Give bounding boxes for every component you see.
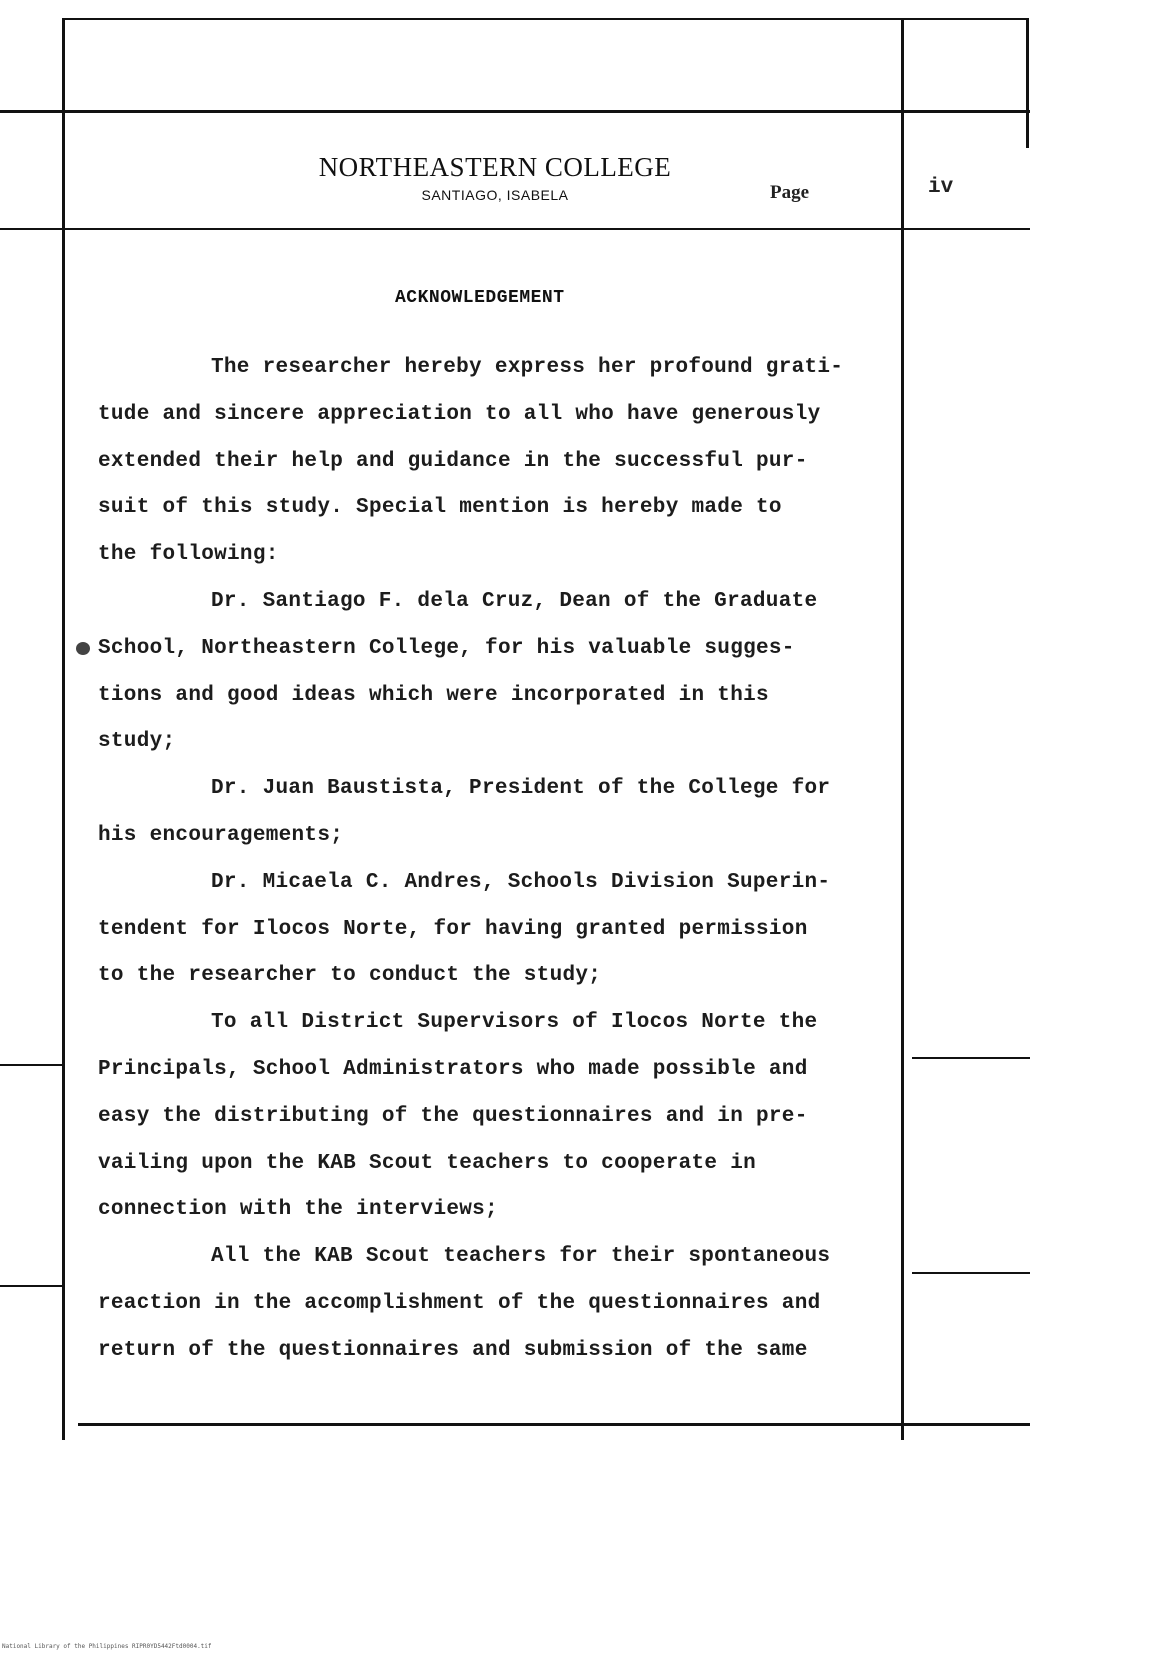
text-line: All the KAB Scout teachers for their spontaneous: [211, 1245, 831, 1269]
header-bottom-rule: [0, 228, 1030, 230]
margin-tick-right-2: [912, 1272, 1030, 1274]
text-line: tions and good ideas which were incorporated in this: [98, 683, 769, 707]
page-label: Page: [770, 182, 810, 203]
college-name: NORTHEASTERN COLLEGE: [318, 152, 672, 182]
acknowledgement-body: [98, 356, 898, 1386]
ink-smudge: [76, 642, 90, 655]
margin-tick-right-1: [912, 1057, 1030, 1059]
text-line: return of the questionnaires and submission of the same: [98, 1338, 808, 1362]
text-line: study;: [98, 730, 176, 754]
far-right-edge-rule: [1026, 18, 1029, 148]
text-line: tendent for Ilocos Norte, for having granted permission: [98, 917, 808, 941]
text-line: Dr. Juan Baustista, President of the College for: [211, 777, 831, 801]
margin-tick-left-2: [0, 1285, 64, 1287]
text-line: Principals, School Administrators who made possible and: [98, 1057, 808, 1081]
text-line: connection with the interviews;: [98, 1198, 498, 1222]
margin-tick-left-1: [0, 1064, 64, 1066]
text-line: the following:: [98, 543, 279, 567]
text-line: reaction in the accomplishment of the questionnaires and: [98, 1291, 821, 1315]
text-line: tude and sincere appreciation to all who have generously: [98, 402, 821, 426]
text-line: Dr. Santiago F. dela Cruz, Dean of the Graduate: [211, 589, 818, 613]
text-line: suit of this study. Special mention is hereby made to: [98, 496, 782, 520]
top-rule: [62, 18, 1026, 20]
header-top-rule: [0, 110, 1030, 113]
document-title: ACKNOWLEDGEMENT: [395, 288, 565, 308]
text-line: easy the distributing of the questionnaires and in pre-: [98, 1104, 808, 1128]
text-line: School, Northeastern College, for his valuable sugges-: [98, 636, 795, 660]
archive-stamp: National Library of the Philippines RIPR0YD5442Ftd0004.tif: [2, 1643, 212, 1650]
text-line: The researcher hereby express her profound grati-: [211, 356, 844, 379]
page-number: iv: [928, 176, 954, 199]
left-margin-rule: [62, 18, 65, 1440]
text-line: to the researcher to conduct the study;: [98, 964, 602, 988]
text-line: To all District Supervisors of Ilocos Norte the: [211, 1011, 818, 1035]
text-line: extended their help and guidance in the successful pur-: [98, 449, 808, 473]
college-location: SANTIAGO, ISABELA: [421, 187, 569, 203]
footer-rule: [78, 1423, 1030, 1426]
text-line: vailing upon the KAB Scout teachers to cooperate in: [98, 1151, 757, 1175]
text-line: his encouragements;: [98, 823, 344, 847]
text-line: Dr. Micaela C. Andres, Schools Division Superin-: [211, 870, 831, 894]
right-margin-rule: [901, 18, 904, 1440]
